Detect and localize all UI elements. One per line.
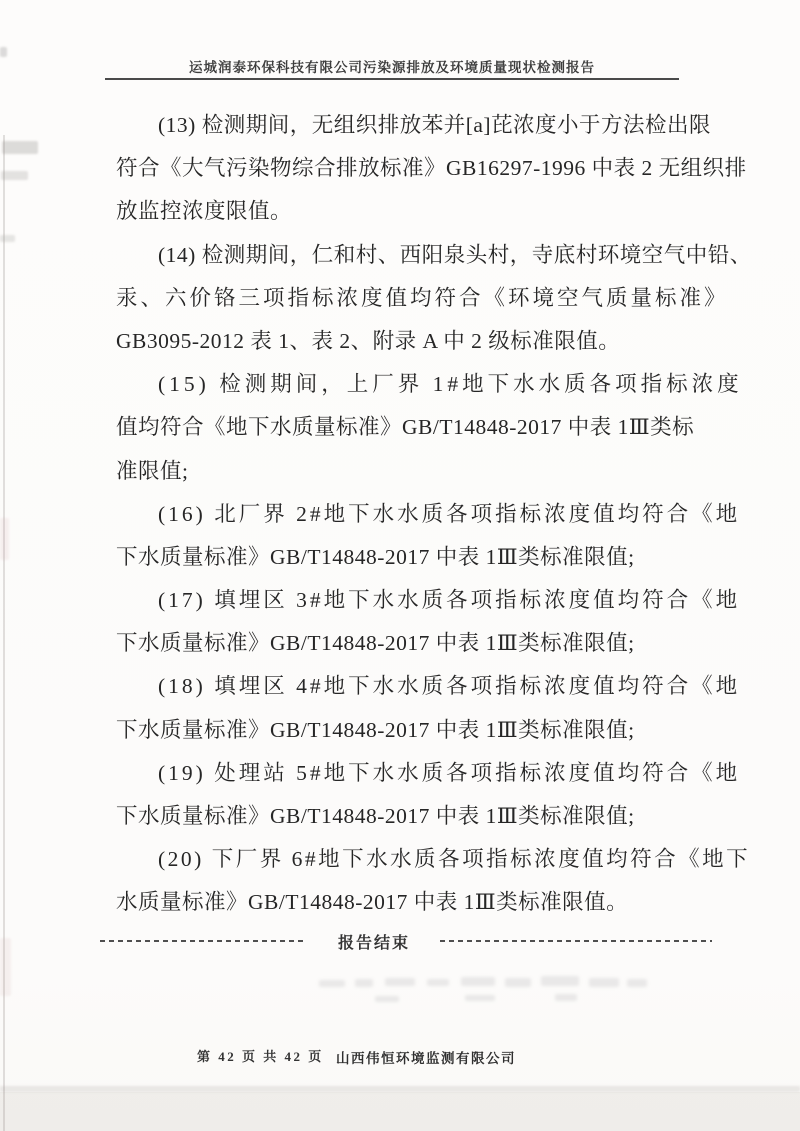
body-line: 放监控浓度限值。 [116,199,293,224]
body-line: (16) 北厂界 2#地下水水质各项指标浓度值均符合《地 [158,501,741,526]
dashed-line-left [100,940,306,943]
body-line: 汞、六价铬三项指标浓度值均符合《环境空气质量标准》 [116,285,729,310]
footer-page-number: 第 42 页 共 42 页 [197,1049,324,1064]
body-line: (19) 处理站 5#地下水水质各项指标浓度值均符合《地 [158,760,741,785]
header-rule [105,78,679,80]
scan-bottom-band [0,1092,800,1131]
body-line: 符合《大气污染物综合排放标准》GB16297-1996 中表 2 无组织排 [116,156,747,181]
body-text [116,104,752,925]
body-line: (15) 检测期间，上厂界 1#地下水水质各项指标浓度 [158,372,743,397]
body-line: 值均符合《地下水质量标准》GB/T14848-2017 中表 1Ⅲ类标 [116,415,695,440]
body-line: 准限值; [116,458,189,483]
body-line: 水质量标准》GB/T14848-2017 中表 1Ⅲ类标准限值。 [116,890,629,915]
scan-smudge [1,171,28,180]
body-line: (17) 填埋区 3#地下水水质各项指标浓度值均符合《地 [158,588,741,613]
body-line: (13) 检测期间，无组织排放苯并[a]芘浓度小于方法检出限 [158,113,712,137]
scan-smudge [0,518,9,560]
body-line: 下水质量标准》GB/T14848-2017 中表 1Ⅲ类标准限值; [116,804,635,828]
scan-smudge [0,235,15,242]
page-header-title: 运城润泰环保科技有限公司污染源排放及环境质量现状检测报告 [189,60,595,75]
body-line: (20) 下厂界 6#地下水水质各项指标浓度值均符合《地下 [158,847,751,872]
body-line: 下水质量标准》GB/T14848-2017 中表 1Ⅲ类标准限值; [116,544,635,569]
body-line: GB3095-2012 表 1、表 2、附录 A 中 2 级标准限值。 [116,328,621,353]
footer-company-name: 山西伟恒环境监测有限公司 [336,1051,516,1066]
report-end-label: 报告结束 [338,934,411,952]
scan-smudge [2,141,38,154]
body-line: 下水质量标准》GB/T14848-2017 中表 1Ⅲ类标准限值; [116,631,635,656]
scan-smudge [0,47,7,57]
report-end-marker-row [100,928,712,954]
ghost-bleedthrough [315,972,655,1008]
dashed-line-right [440,940,712,943]
scan-smudge [0,938,11,996]
body-line: (18) 填埋区 4#地下水水质各项指标浓度值均符合《地 [158,674,741,699]
body-line: 下水质量标准》GB/T14848-2017 中表 1Ⅲ类标准限值; [116,717,635,742]
body-line: (14) 检测期间，仁和村、西阳泉头村，寺底村环境空气中铅、 [158,242,752,267]
